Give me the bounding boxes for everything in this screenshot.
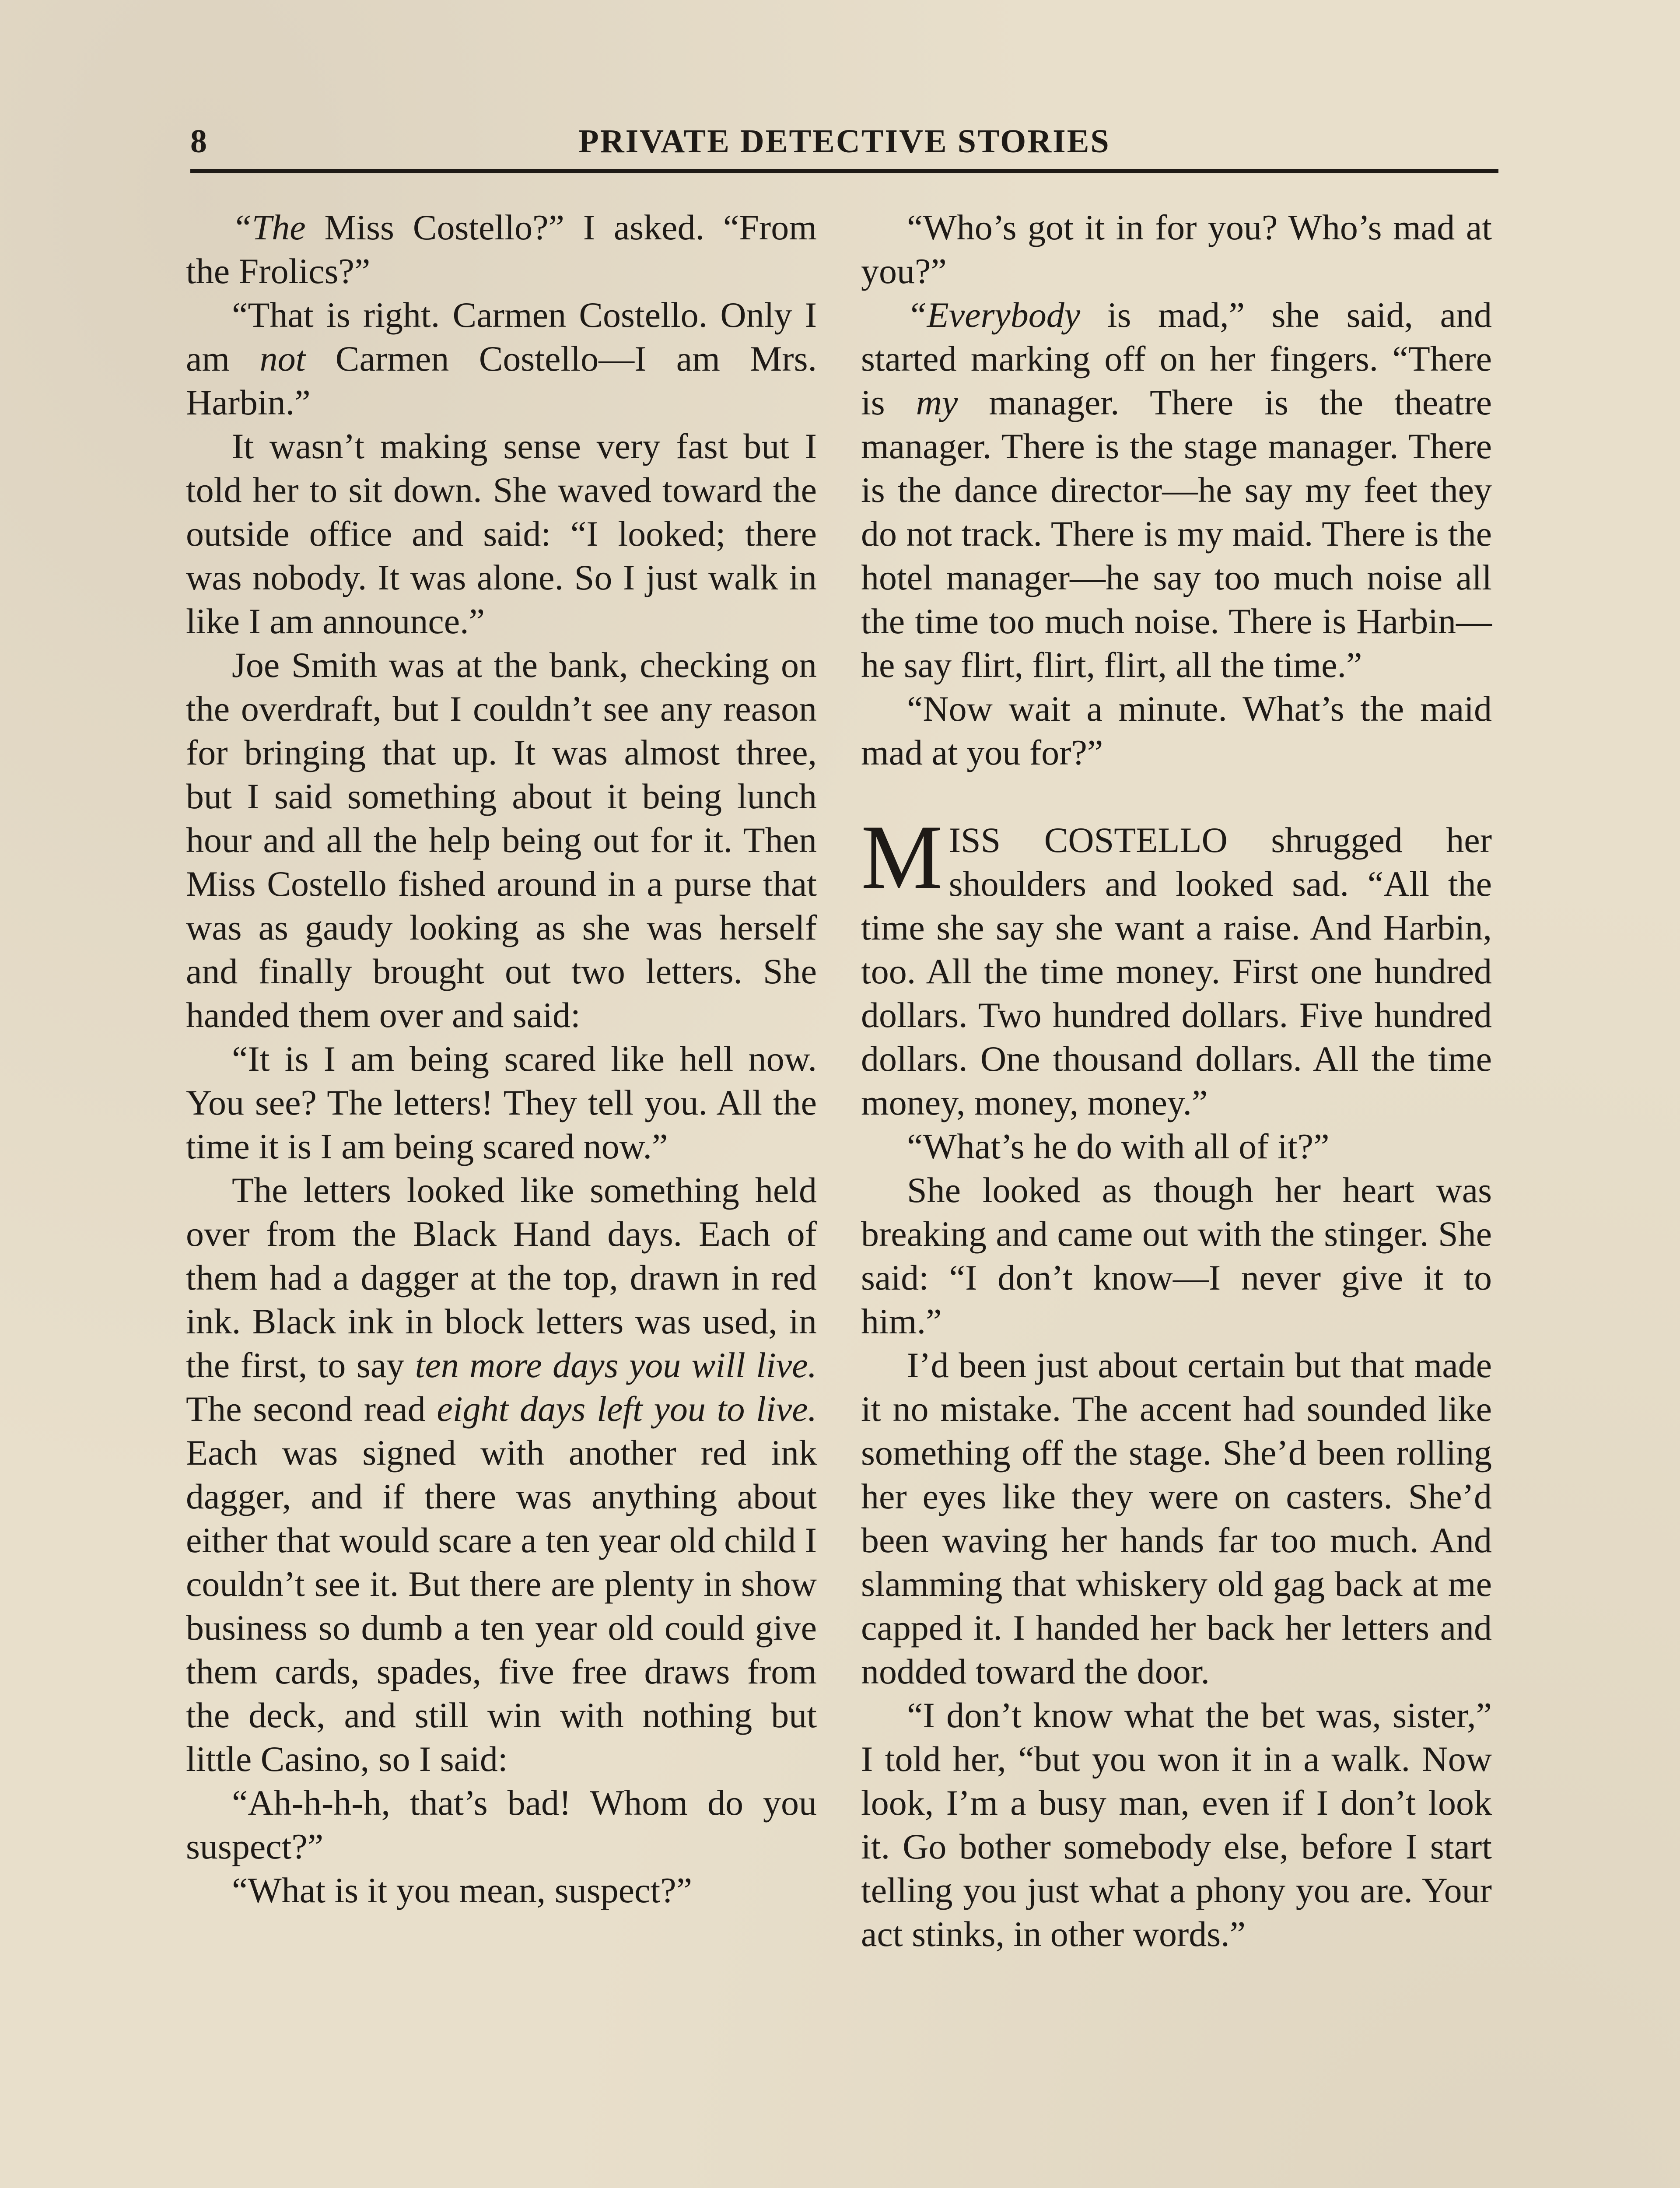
paragraph: “The Miss Costello?” I asked. “From the Frolics?” — [186, 207, 817, 291]
paragraph: I’d been just about certain but that made it no mistake. The accent had sounded like something off the stage. She’d been rolling her eyes like they were on casters. She’d been waving her hands far too much. And slamming that whiskery old gag back at me capped it. I handed her back her letters and nodded toward the door. — [861, 1345, 1492, 1691]
paragraph: Joe Smith was at the bank, checking on the overdraft, but I couldn’t see any reason for bringing that up. It was almost three, but I said something about it being lunch hour and all the help being out for it. Then Miss Costello fished around in a purse that was as gaudy looking as she was herself and finally brought out two letters. She handed them over and said: — [186, 645, 817, 1035]
paragraph: The letters looked like something held over from the Black Hand days. Each of them had a dagger at the top, drawn in red ink. Black ink in block letters was used, in the first, to say ten more days you will live. The second read eight days left you to live. Each was signed with another red ink dagger, and if there was anything about either that would scare a ten year old child I couldn’t see it. But there are plenty in show business so dumb a ten year old could give them cards, spades, five free draws from the deck, and still win with nothing but little Casino, so I said: — [186, 1170, 817, 1779]
page-header — [190, 120, 1498, 168]
right-column — [861, 206, 1492, 1956]
paragraph: “Everybody is mad,” she said, and started marking off on her fingers. “There is my manager. There is the theatre manager. There is the stage manager. There is the dance director—he say my feet they do not track. There is my maid. There is the hotel manager—he say too much noise all the time too much noise. There is Harbin—he say flirt, flirt, flirt, all the time.” — [861, 295, 1492, 685]
paragraph: It wasn’t making sense very fast but I told her to sit down. She waved toward the outside office and said: “I looked; there was nobody. It was alone. So I just walk in like I am announce.” — [186, 426, 817, 641]
running-title: PRIVATE DETECTIVE STORIES — [578, 123, 1110, 160]
page-number: 8 — [190, 123, 207, 160]
paragraph: “Now wait a minute. What’s the maid mad at you for?” — [861, 689, 1492, 772]
paragraph: “It is I am being scared like hell now. You see? The letters! They tell you. All the time it is I am being scared now.” — [186, 1039, 817, 1166]
header-rule — [190, 169, 1498, 173]
paragraph: “That is right. Carmen Costello. Only I am not Carmen Costello—I am Mrs. Harbin.” — [186, 295, 817, 422]
paragraph: “Ah-h-h-h, that’s bad! Whom do you suspect?” — [186, 1783, 817, 1866]
paragraph: “What’s he do with all of it?” — [907, 1126, 1330, 1166]
drop-cap: M — [861, 806, 943, 908]
paragraph: “I don’t know what the bet was, sister,” I told her, “but you won it in a walk. Now look, I’m a busy man, even if I don’t look it. Go bother somebody else, before I start telling you just what a phony you are. Your act stinks, in other words.” — [861, 1695, 1492, 1954]
paragraph: “Who’s got it in for you? Who’s mad at you?” — [861, 207, 1492, 291]
paragraph: “What is it you mean, suspect?” — [232, 1870, 692, 1910]
left-column — [186, 206, 817, 1912]
paragraph: She looked as though her heart was breaking and came out with the stinger. She said: “I don’t know—I never give it to him.” — [861, 1170, 1492, 1341]
paragraph-section-start: MISS COSTELLO shrugged her shoulders and looked sad. “All the time she say she want a raise. And Harbin, too. All the time money. First one hundred dollars. Two hundred dollars. Five hundred dollars. One thousand dollars. All the time money, money, money.” — [861, 806, 1492, 1122]
